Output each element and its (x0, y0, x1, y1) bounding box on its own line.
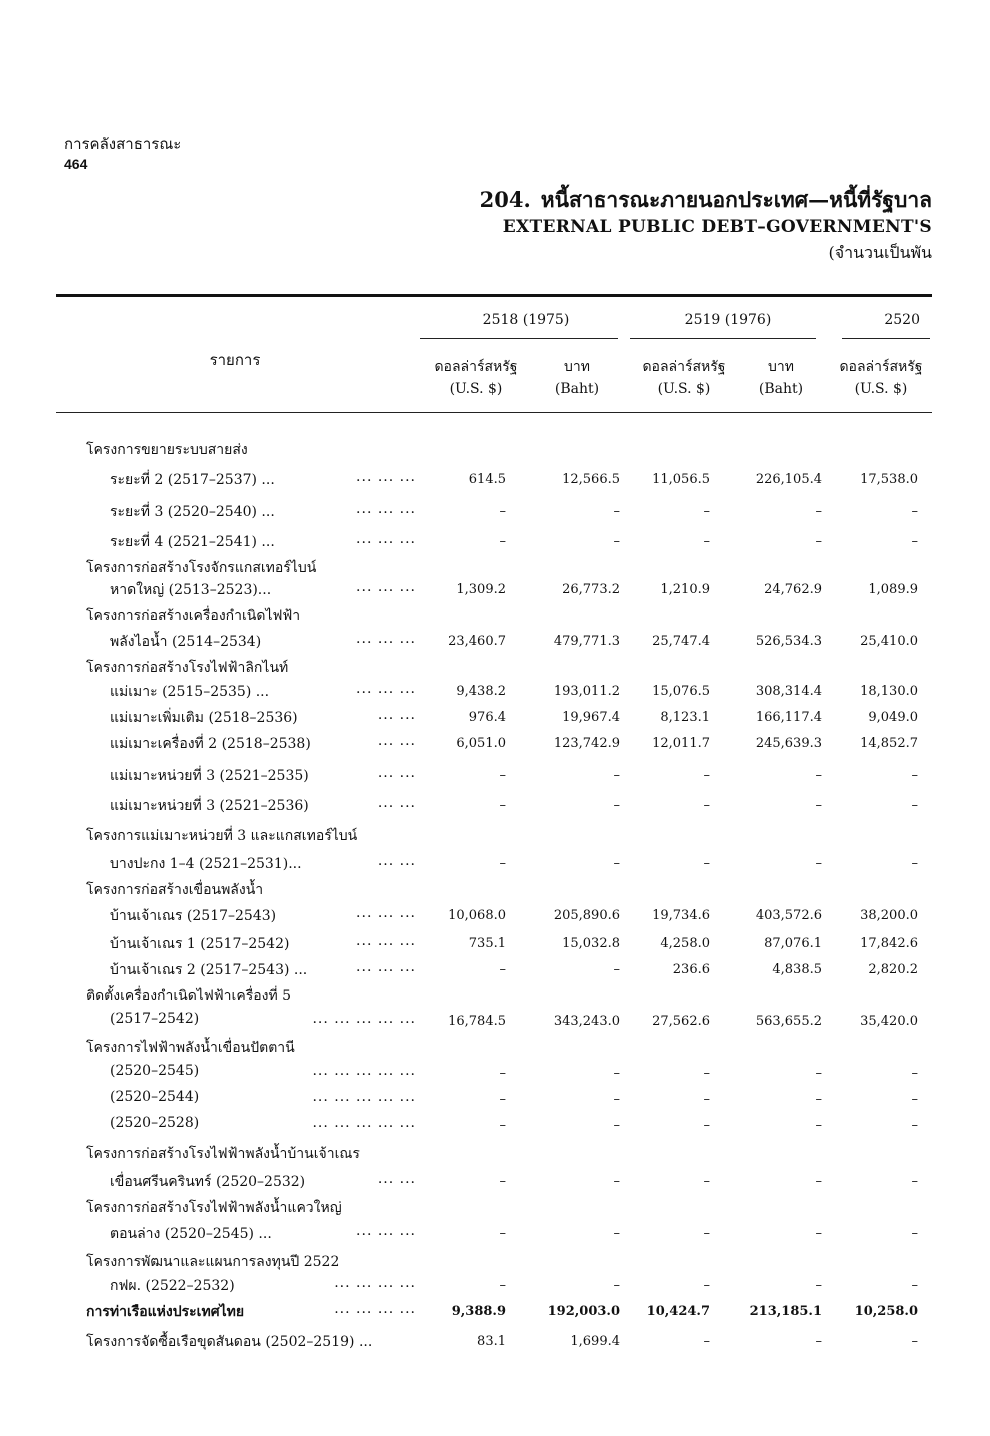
year-group-rule-2520 (842, 338, 930, 339)
row-label: เขื่อนศรีนครินทร์ (2520–2532) (110, 1174, 306, 1190)
row-value-col4: – (815, 1278, 822, 1293)
row-value-col2: – (613, 1174, 620, 1189)
row-value-col2: – (613, 1092, 620, 1107)
table-row (0, 628, 990, 654)
row-label: โครงการพัฒนาและแผนการลงทุนปี 2522 (86, 1254, 340, 1270)
row-value-col2: – (613, 1278, 620, 1293)
leader-dots: ... ... ... ... ... (312, 1063, 416, 1079)
row-label: โครงการขยายระบบสายส่ง (86, 442, 248, 458)
row-value-col2: 479,771.3 (553, 634, 620, 649)
row-value-col3: 1,210.9 (660, 582, 710, 597)
currency-header-en: (U.S. $) (657, 381, 711, 397)
leader-dots: ... ... (377, 707, 416, 723)
row-value-col5: – (911, 1118, 918, 1133)
row-value-col2: 19,967.4 (562, 710, 620, 725)
row-value-col1: – (499, 1278, 506, 1293)
table-row (0, 822, 990, 848)
row-label: ระยะที่ 3 (2520–2540) ... (110, 504, 275, 520)
table-row (0, 762, 990, 788)
row-value-col1: 976.4 (468, 710, 506, 725)
row-label: โครงการก่อสร้างโรงไฟฟ้าลิกไนท์ (86, 660, 289, 676)
table-row (0, 930, 990, 956)
row-value-col3: – (703, 1118, 710, 1133)
row-value-col3: – (703, 504, 710, 519)
row-value-col4: – (815, 1226, 822, 1241)
running-head (64, 134, 181, 174)
year-group-rule-2519 (630, 338, 816, 339)
row-value-col5: 1,089.9 (868, 582, 918, 597)
table-row (0, 1272, 990, 1298)
row-value-col2: – (613, 504, 620, 519)
leader-dots: ... ... ... (356, 933, 416, 949)
table-row (0, 730, 990, 756)
leader-dots: ... ... ... (356, 501, 416, 517)
currency-header-en: (U.S. $) (449, 381, 503, 397)
row-value-col5: 25,410.0 (860, 634, 918, 649)
row-label: โครงการก่อสร้างเครื่องกำเนิดไฟฟ้า (86, 608, 301, 624)
row-value-col3: – (703, 768, 710, 783)
row-value-col4: 4,838.5 (772, 962, 822, 977)
row-value-col4: 563,655.2 (755, 1014, 822, 1029)
row-value-col3: – (703, 798, 710, 813)
leader-dots: ... ... (377, 853, 416, 869)
row-label: แม่เมาะ (2515–2535) ... (110, 684, 270, 700)
row-value-col3: 11,056.5 (652, 472, 710, 487)
row-value-col4: 308,314.4 (755, 684, 822, 699)
leader-dots: ... ... ... ... (334, 1301, 416, 1317)
unit-note: (จำนวนเป็นพัน (828, 243, 932, 262)
row-value-col2: 15,032.8 (562, 936, 620, 951)
table-row (0, 1328, 990, 1354)
row-label: โครงการแม่เมาะหน่วยที่ 3 และแกสเทอร์ไบน์ (86, 828, 358, 844)
leader-dots: ... ... (377, 765, 416, 781)
leader-dots: ... ... ... ... ... (312, 1089, 416, 1105)
table-row (0, 850, 990, 876)
row-value-col1: 16,784.5 (448, 1014, 506, 1029)
leader-dots: ... ... (377, 1171, 416, 1187)
year-header-2518: 2518 (1975) (482, 312, 570, 328)
row-value-col4: – (815, 1174, 822, 1189)
table-row (0, 1086, 990, 1112)
row-value-col5: – (911, 1226, 918, 1241)
table-row (0, 1220, 990, 1246)
table-row (0, 792, 990, 818)
table-row (0, 654, 990, 680)
table-row (0, 678, 990, 704)
row-value-col4: 166,117.4 (755, 710, 822, 725)
leader-dots: ... ... ... (356, 469, 416, 485)
table-row (0, 876, 990, 902)
row-value-col4: – (815, 798, 822, 813)
currency-header-usd-2518 (420, 356, 532, 400)
row-value-col2: – (613, 856, 620, 871)
table-row (0, 1194, 990, 1220)
row-value-col5: – (911, 504, 918, 519)
table-row (0, 1034, 990, 1060)
row-value-col1: – (499, 1226, 506, 1241)
row-value-col4: – (815, 1334, 822, 1349)
row-value-col3: 25,747.4 (652, 634, 710, 649)
row-label: (2520–2528) (110, 1115, 200, 1131)
row-label: (2520–2545) (110, 1063, 200, 1079)
table-row (0, 576, 990, 602)
currency-header-th: ดอลล่าร์สหรัฐ (642, 359, 726, 375)
row-label: ระยะที่ 4 (2521–2541) ... (110, 534, 275, 550)
row-value-col3: 236.6 (672, 962, 710, 977)
row-value-col4: 226,105.4 (755, 472, 822, 487)
section-name: การคลังสาธารณะ (64, 135, 182, 153)
row-value-col1: 9,438.2 (456, 684, 506, 699)
row-value-col5: – (911, 1334, 918, 1349)
currency-header-baht-2519 (736, 356, 826, 400)
table-title-english: EXTERNAL PUBLIC DEBT–GOVERNMENT'S (502, 217, 932, 237)
row-value-col5: 17,842.6 (860, 936, 918, 951)
row-value-col4: – (815, 1066, 822, 1081)
leader-dots: ... ... (377, 795, 416, 811)
row-value-col1: – (499, 1066, 506, 1081)
row-value-col1: – (499, 1174, 506, 1189)
row-label: แม่เมาะหน่วยที่ 3 (2521–2535) (110, 768, 309, 784)
row-value-col5: – (911, 798, 918, 813)
table-row (0, 1298, 990, 1324)
year-header-2519: 2519 (1976) (684, 312, 772, 328)
row-value-col5: – (911, 534, 918, 549)
currency-header-th: บาท (768, 359, 794, 375)
row-value-col3: 19,734.6 (652, 908, 710, 923)
row-value-col1: – (499, 798, 506, 813)
leader-dots: ... ... ... (356, 905, 416, 921)
row-value-col4: – (815, 768, 822, 783)
row-value-col2: – (613, 1226, 620, 1241)
row-value-col5: 14,852.7 (860, 736, 918, 751)
row-value-col5: – (911, 856, 918, 871)
table-row (0, 602, 990, 628)
row-label: (2520–2544) (110, 1089, 200, 1105)
row-value-col1: – (499, 534, 506, 549)
row-value-col4: 245,639.3 (755, 736, 822, 751)
leader-dots: ... ... ... (356, 1223, 416, 1239)
table-row (0, 704, 990, 730)
row-value-col4: – (815, 856, 822, 871)
row-value-col1: 23,460.7 (448, 634, 506, 649)
row-value-col5: – (911, 768, 918, 783)
currency-header-en: (Baht) (554, 381, 600, 397)
leader-dots: ... ... ... ... ... (312, 1011, 416, 1027)
row-label: ระยะที่ 2 (2517–2537) ... (110, 472, 275, 488)
table-row (0, 1112, 990, 1138)
row-value-col3: 10,424.7 (646, 1304, 710, 1319)
currency-header-usd-2519 (628, 356, 740, 400)
row-label: ติดตั้งเครื่องกำเนิดไฟฟ้าเครื่องที่ 5 (86, 988, 292, 1004)
table-row (0, 1168, 990, 1194)
row-label: โครงการก่อสร้างโรงจักรแกสเทอร์ไบน์ (86, 560, 317, 576)
row-value-col4: – (815, 1118, 822, 1133)
leader-dots: ... ... ... (356, 579, 416, 595)
leader-dots: ... ... (377, 733, 416, 749)
row-value-col2: – (613, 534, 620, 549)
row-value-col2: 193,011.2 (553, 684, 620, 699)
table-row (0, 498, 990, 524)
row-value-col2: 26,773.2 (562, 582, 620, 597)
leader-dots: ... ... ... (356, 631, 416, 647)
page-number: 464 (64, 156, 88, 172)
table-row (0, 1140, 990, 1166)
row-value-col4: 24,762.9 (764, 582, 822, 597)
table-number: 204. (479, 187, 531, 212)
row-value-col3: – (703, 1174, 710, 1189)
row-value-col3: 15,076.5 (652, 684, 710, 699)
row-label: บางปะกง 1–4 (2521–2531)... (110, 856, 302, 872)
currency-header-en: (U.S. $) (854, 381, 908, 397)
row-value-col4: – (815, 1092, 822, 1107)
row-value-col2: 192,003.0 (547, 1304, 620, 1319)
row-label: พลังไอน้ำ (2514–2534) (110, 634, 262, 650)
row-value-col2: – (613, 1066, 620, 1081)
row-label: การท่าเรือแห่งประเทศไทย (86, 1304, 245, 1320)
row-label: โครงการก่อสร้างโรงไฟฟ้าพลังน้ำบ้านเจ้าเณร (86, 1146, 360, 1162)
table-top-rule (56, 294, 932, 297)
leader-dots: ... ... ... (356, 531, 416, 547)
table-row (0, 1008, 990, 1034)
row-value-col2: – (613, 962, 620, 977)
row-value-col2: 343,243.0 (553, 1014, 620, 1029)
row-label: โครงการก่อสร้างโรงไฟฟ้าพลังน้ำแควใหญ่ (86, 1200, 342, 1216)
row-value-col5: 9,049.0 (868, 710, 918, 725)
row-value-col1: – (499, 504, 506, 519)
leader-dots: ... ... ... ... (334, 1275, 416, 1291)
row-value-col1: 9,388.9 (451, 1304, 506, 1319)
item-column-header: รายการ (209, 351, 261, 369)
table-row (0, 1248, 990, 1274)
row-value-col1: – (499, 962, 506, 977)
row-value-col2: – (613, 798, 620, 813)
row-value-col4: 403,572.6 (755, 908, 822, 923)
table-row (0, 436, 990, 462)
row-label: บ้านเจ้าเณร (2517–2543) (110, 908, 277, 924)
row-label: โครงการไฟฟ้าพลังน้ำเขื่อนปัตตานี (86, 1040, 295, 1056)
row-value-col5: 38,200.0 (860, 908, 918, 923)
row-value-col3: – (703, 1066, 710, 1081)
row-value-col3: – (703, 1092, 710, 1107)
row-value-col4: – (815, 534, 822, 549)
row-value-col3: – (703, 856, 710, 871)
row-value-col4: 213,185.1 (749, 1304, 822, 1319)
row-value-col5: – (911, 1092, 918, 1107)
row-value-col2: 1,699.4 (570, 1334, 620, 1349)
currency-header-th: ดอลล่าร์สหรัฐ (434, 359, 518, 375)
row-label: แม่เมาะเครื่องที่ 2 (2518–2538) (110, 736, 311, 752)
row-label: ตอนล่าง (2520–2545) ... (110, 1226, 272, 1242)
table-title-thai (480, 186, 932, 214)
row-value-col1: 6,051.0 (456, 736, 506, 751)
row-value-col5: 10,258.0 (854, 1304, 918, 1319)
row-label: โครงการก่อสร้างเขื่อนพลังน้ำ (86, 882, 264, 898)
row-label: แม่เมาะเพิ่มเติม (2518–2536) (110, 710, 298, 726)
row-value-col1: 1,309.2 (456, 582, 506, 597)
row-value-col4: 87,076.1 (764, 936, 822, 951)
row-value-col3: – (703, 1278, 710, 1293)
row-value-col5: 17,538.0 (860, 472, 918, 487)
row-label: บ้านเจ้าเณร 2 (2517–2543) ... (110, 962, 308, 978)
row-value-col5: 18,130.0 (860, 684, 918, 699)
currency-header-baht-2518 (532, 356, 622, 400)
row-value-col3: – (703, 1226, 710, 1241)
row-label: กฟผ. (2522–2532) (110, 1278, 235, 1294)
table-title-thai-text: หนี้สาธารณะภายนอกประเทศ—หนี้ที่รัฐบาล (540, 187, 932, 212)
row-value-col1: – (499, 768, 506, 783)
row-value-col3: – (703, 1334, 710, 1349)
row-value-col5: – (911, 1174, 918, 1189)
table-row (0, 466, 990, 492)
row-value-col2: 12,566.5 (562, 472, 620, 487)
table-row (0, 902, 990, 928)
row-value-col1: – (499, 1092, 506, 1107)
row-value-col5: 35,420.0 (860, 1014, 918, 1029)
table-row (0, 528, 990, 554)
table-title-block (480, 186, 932, 266)
row-value-col2: – (613, 1118, 620, 1133)
row-value-col5: – (911, 1066, 918, 1081)
currency-header-en: (Baht) (758, 381, 804, 397)
row-label: บ้านเจ้าเณร 1 (2517–2542) (110, 936, 290, 952)
leader-dots: ... ... ... ... ... (312, 1115, 416, 1131)
currency-header-usd-2520 (826, 356, 936, 400)
row-label: แม่เมาะหน่วยที่ 3 (2521–2536) (110, 798, 309, 814)
row-value-col3: 8,123.1 (660, 710, 710, 725)
row-value-col1: – (499, 1118, 506, 1133)
row-value-col2: 205,890.6 (553, 908, 620, 923)
row-value-col3: – (703, 534, 710, 549)
row-value-col4: 526,534.3 (755, 634, 822, 649)
table-row (0, 982, 990, 1008)
row-value-col1: 614.5 (468, 472, 506, 487)
year-group-rule-2518 (420, 338, 618, 339)
table-row (0, 956, 990, 982)
row-value-col1: 83.1 (477, 1334, 506, 1349)
row-value-col2: 123,742.9 (553, 736, 620, 751)
currency-header-th: ดอลล่าร์สหรัฐ (839, 359, 923, 375)
currency-header-th: บาท (564, 359, 590, 375)
leader-dots: ... ... ... (356, 681, 416, 697)
table-row (0, 1060, 990, 1086)
row-value-col2: – (613, 768, 620, 783)
row-value-col4: – (815, 504, 822, 519)
row-label: โครงการจัดซื้อเรือขุดสันดอน (2502–2519) ... (86, 1334, 373, 1350)
table-header-rule (56, 412, 932, 413)
row-value-col1: 10,068.0 (448, 908, 506, 923)
leader-dots: ... ... ... (356, 959, 416, 975)
row-value-col3: 27,562.6 (652, 1014, 710, 1029)
row-label: หาดใหญ่ (2513–2523)... (110, 582, 272, 598)
row-value-col1: – (499, 856, 506, 871)
row-value-col3: 12,011.7 (652, 736, 710, 751)
year-header-2520: 2520 (884, 312, 920, 328)
row-label: (2517–2542) (110, 1011, 200, 1027)
row-value-col5: – (911, 1278, 918, 1293)
row-value-col5: 2,820.2 (868, 962, 918, 977)
row-value-col3: 4,258.0 (660, 936, 710, 951)
row-value-col1: 735.1 (468, 936, 506, 951)
